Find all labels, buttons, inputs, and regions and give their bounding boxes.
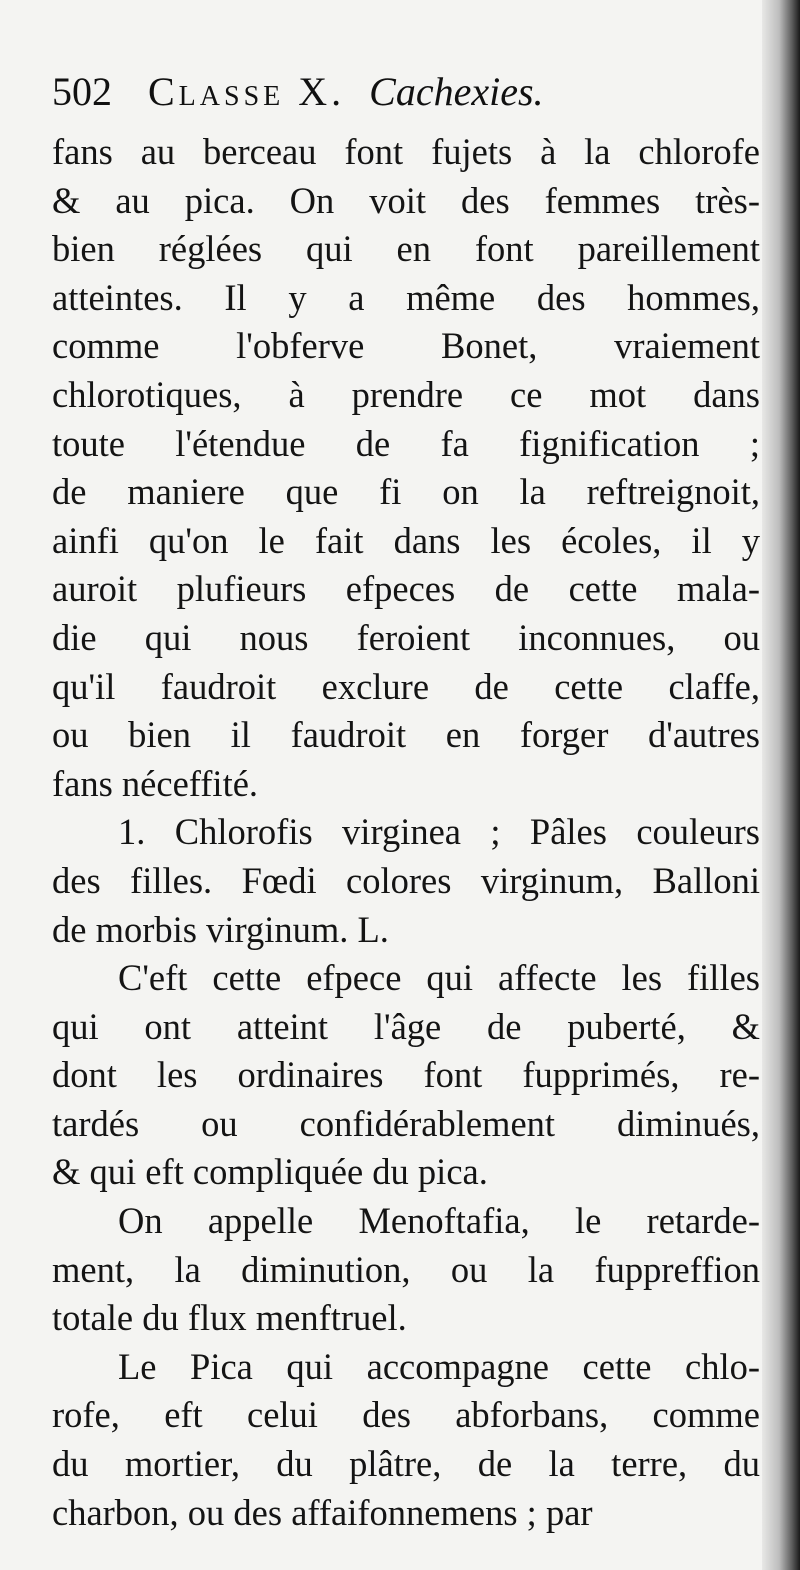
text-line: atteintes. Il y a même des hommes, — [52, 276, 760, 318]
text-line: qu'il faudroit exclure de cette claffe, — [52, 665, 760, 707]
page-number: 502 — [52, 69, 112, 114]
text-line: toute l'étendue de fa fignification ; — [52, 422, 760, 464]
text-line: & au pica. On voit des femmes très- — [52, 179, 760, 221]
text-line: die qui nous feroient inconnues, ou — [52, 616, 760, 658]
page-spine-shadow — [762, 0, 800, 1570]
text-line: bien réglées qui en font pareillement — [52, 228, 760, 270]
text-line: des filles. Fœdi colores virginum, Balloni — [52, 859, 760, 901]
text-line: totale du flux menftruel. — [52, 1297, 407, 1339]
text-line: charbon, ou des affaifonnemens ; par — [52, 1491, 593, 1533]
text-line: Le Pica qui accompagne cette chlo- — [118, 1345, 760, 1387]
header-classe: Classe X. — [148, 69, 346, 114]
text-line: ou bien il faudroit en forger d'autres — [52, 714, 760, 756]
text-line: fans au berceau font fujets à la chlorofe — [52, 131, 760, 172]
text-line: auroit plufieurs efpeces de cette mala- — [52, 568, 760, 610]
text-line: rofe, eft celui des abforbans, comme — [52, 1394, 760, 1436]
text-line: ment, la diminution, ou la fuppreffion — [52, 1248, 760, 1290]
text-line: chlorotiques, à prendre ce mot dans — [52, 373, 760, 415]
text-line: qui ont atteint l'âge de puberté, & — [52, 1005, 760, 1047]
body-text — [52, 128, 760, 1537]
text-line: de morbis virginum. L. — [52, 908, 389, 950]
text-line: ainfi qu'on le fait dans les écoles, il y — [52, 519, 760, 561]
text-line: du mortier, du plâtre, de la terre, du — [52, 1443, 760, 1485]
text-line: comme l'obferve Bonet, vraiement — [52, 325, 760, 367]
text-line: 1. Chlorofis virginea ; Pâles couleurs — [118, 811, 760, 853]
text-line: tardés ou confidérablement diminués, — [52, 1102, 760, 1144]
header-title: Cachexies. — [369, 69, 544, 114]
text-line: de maniere que fi on la reftreignoit, — [52, 471, 760, 513]
text-line: fans néceffité. — [52, 762, 259, 804]
text-line: On appelle Menoftafia, le retarde- — [118, 1200, 760, 1242]
text-line: & qui eft compliquée du pica. — [52, 1151, 488, 1193]
text-line: C'eft cette efpece qui affecte les filles — [118, 957, 760, 999]
running-header — [52, 64, 752, 120]
text-line: dont les ordinaires font fupprimés, re- — [52, 1054, 760, 1096]
